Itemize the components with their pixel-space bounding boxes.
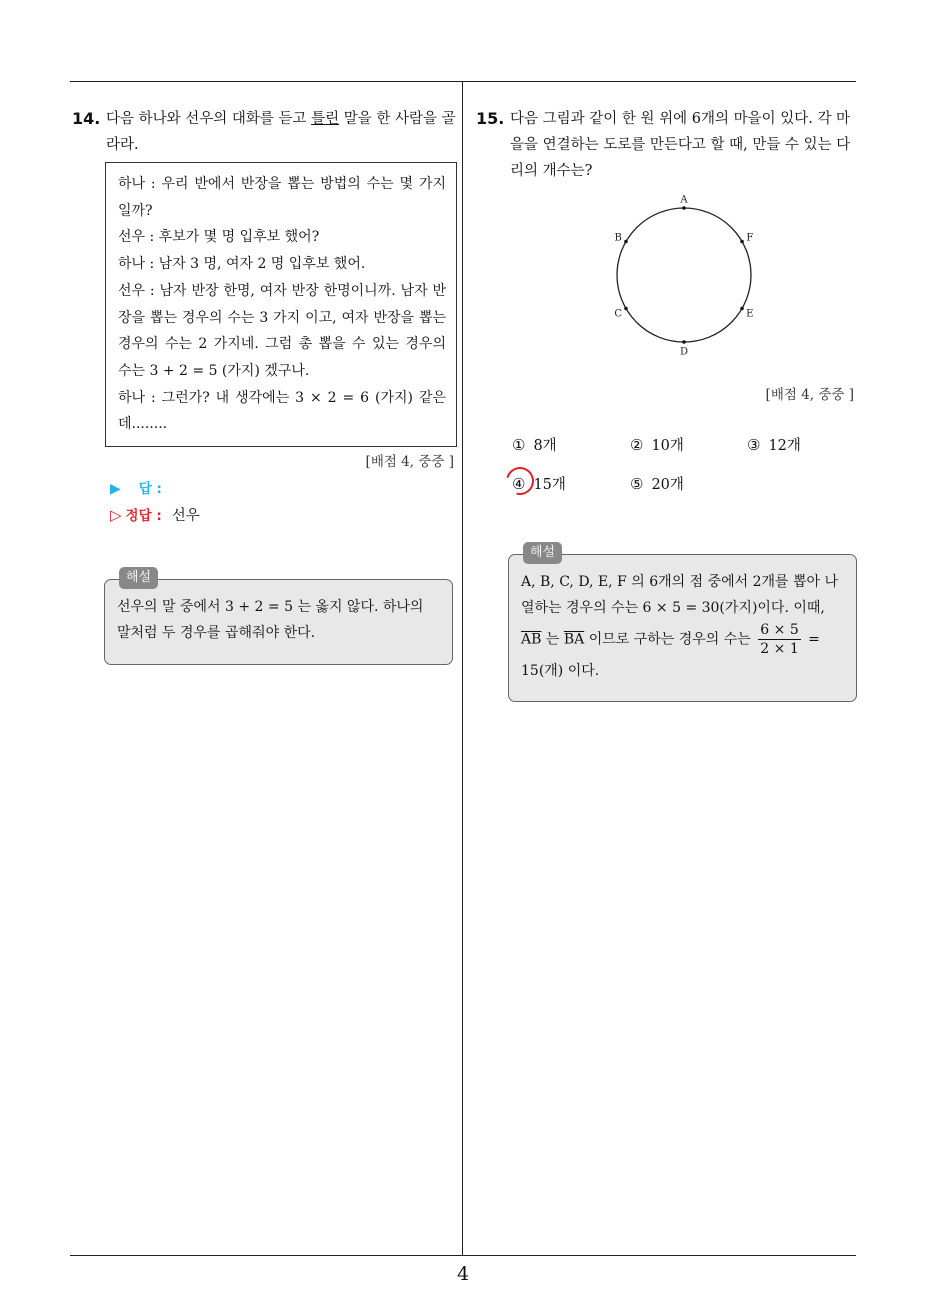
question-text: 다음 그림과 같이 한 원 위에 6개의 마을이 있다. 각 마을을 연결하는 도로를 만든다고 할 때, 만들 수 있는 다리의 개수는? bbox=[510, 111, 851, 179]
fraction: $\frac{6 \times 5}{2 \times 1}$ bbox=[760, 622, 799, 657]
point-label-a: A bbox=[680, 194, 688, 206]
point-label-d: D bbox=[679, 346, 689, 358]
explanation-text: 선우의 말 중에서 3 + 2 = 5 는 옳지 않다. 하나의 말처럼 두 경우를 곱해줘야 한다. bbox=[117, 599, 424, 641]
dialog-line: 하나 : 그런가? 내 생각에는 3 × 2 = 6 (가지) 같은데........ bbox=[118, 389, 446, 433]
circle bbox=[614, 208, 754, 342]
point-label-e: E bbox=[746, 308, 754, 320]
question-text: 다음 하나와 선우의 대화를 듣고 틀린 말을 한 사람을 골라라. bbox=[106, 111, 456, 153]
point-label-c: C bbox=[614, 308, 623, 320]
explanation-tag: 해설 bbox=[523, 542, 562, 564]
explanation-box bbox=[104, 570, 453, 665]
explanation-box bbox=[508, 545, 857, 702]
segment-ba: $\overline{BA}$ bbox=[563, 631, 585, 648]
choice-1[interactable]: ① 8개 bbox=[512, 436, 557, 454]
dialog-line: 하나 : 남자 3 명, 여자 2 명 입후보 했어. bbox=[118, 256, 366, 273]
choice-2[interactable]: ② 10개 bbox=[630, 436, 684, 454]
segment-ab: $\overline{AB}$ bbox=[521, 631, 542, 648]
explanation-text: A, B, C, D, E, F 의 6개의 점 중에서 2개를 뽑아 나열하는 경우의 수는 6 × 5 = 30(가지)이다. 이때, $\overline{AB}$ 는 $\overline{BA}$ 이므로 구하는 경우의 수는 $\frac{6 \times 5}{2 \times 1}$ = 15(개) 이다. bbox=[521, 574, 839, 679]
answer-label: 답 : bbox=[138, 481, 162, 497]
dialog-box bbox=[105, 162, 457, 447]
point-label-f: F bbox=[746, 232, 754, 244]
point-a bbox=[682, 206, 686, 210]
outline-arrow-icon: ▷ bbox=[110, 506, 122, 524]
underlined-word: 틀린 bbox=[311, 111, 340, 127]
dialog-line: 하나 : 우리 반에서 반장을 뽑는 방법의 수는 몇 가지 일까? bbox=[118, 176, 446, 219]
point-c bbox=[624, 307, 628, 311]
question-15 bbox=[476, 106, 860, 184]
point-e bbox=[740, 307, 744, 311]
page-number: 4 bbox=[456, 1263, 470, 1285]
circle-diagram bbox=[600, 190, 770, 360]
question-number: 15. bbox=[476, 109, 505, 128]
score-label: [배점 4, 중중 ] bbox=[765, 387, 854, 403]
question-14 bbox=[72, 106, 458, 158]
correct-answer-row bbox=[110, 504, 200, 525]
answer-row bbox=[110, 477, 162, 497]
point-label-b: B bbox=[614, 232, 622, 244]
choice-4[interactable]: ④ 15개 bbox=[512, 473, 566, 494]
point-b bbox=[624, 240, 628, 244]
explanation-tag: 해설 bbox=[119, 567, 158, 589]
dialog-line: 선우 : 남자 반장 한명, 여자 반장 한명이니까. 남자 반장을 뽑는 경우의 수는 3 가지 이고, 여자 반장을 뽑는 경우의 수는 2 가지네. 그럼 총 뽑을 수 있는 경우의 수는 3 + 2 = 5 (가지) 겠구나. bbox=[118, 282, 446, 379]
correct-value: 선우 bbox=[171, 508, 200, 524]
play-arrow-icon: ▶ bbox=[110, 481, 121, 497]
selected-circle-icon bbox=[501, 462, 539, 500]
dialog-line: 선우 : 후보가 몇 명 입후보 했어? bbox=[118, 229, 320, 246]
choice-5[interactable]: ⑤ 20개 bbox=[630, 475, 684, 493]
question-number: 14. bbox=[72, 109, 101, 128]
column-divider bbox=[462, 82, 463, 1256]
choice-3[interactable]: ③ 12개 bbox=[747, 436, 801, 454]
correct-label: 정답 : bbox=[125, 508, 162, 524]
score-label: [배점 4, 중중 ] bbox=[365, 454, 454, 470]
top-rule bbox=[70, 81, 856, 82]
point-f bbox=[740, 240, 744, 244]
point-d bbox=[682, 340, 686, 344]
bottom-rule bbox=[70, 1255, 856, 1256]
